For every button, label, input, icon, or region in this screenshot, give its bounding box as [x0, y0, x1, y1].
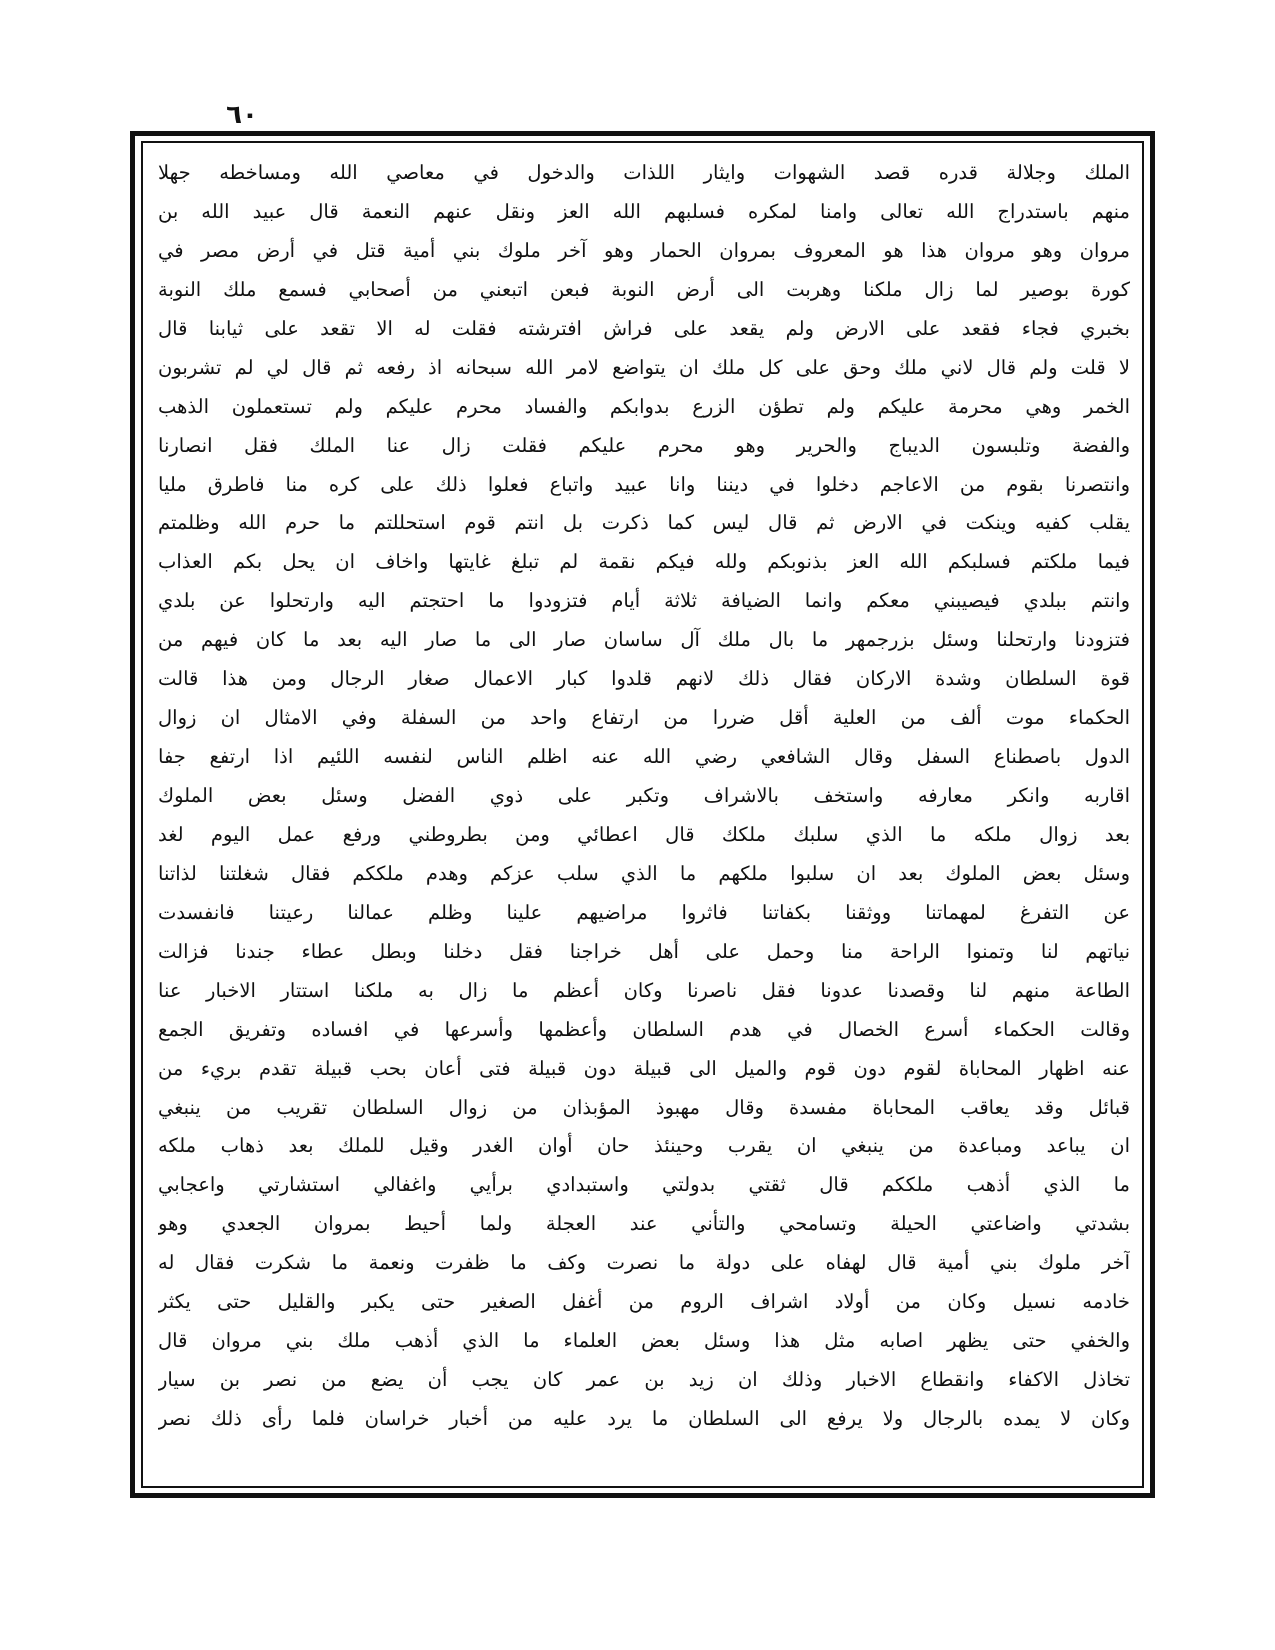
- text-line: الدول باصطناع السفل وقال الشافعي رضي الله عنه اظلم الناس لنفسه اللئيم اذا ارتفع جفا: [158, 745, 1130, 769]
- text-line: وكان لا يمده بالرجال ولا يرفع الى السلطان ما يرد عليه من أخبار خراسان فلما رأى ذلك نصر: [158, 1407, 1130, 1430]
- text-line: الحكماء موت ألف من العلية أقل ضررا من ارتفاع واحد من السفلة وفي الامثال ان زوال: [158, 706, 1130, 730]
- text-line: فيما ملكتم فسلبكم الله العز بذنوبكم ولله فيكم نقمة لم تبلغ غايتها واخاف ان يحل بكم العذاب: [158, 550, 1130, 574]
- text-line: وانتصرنا بقوم من الاعاجم دخلوا في ديننا وانا عبيد واتباع فعلوا ذلك على كره منا فاطرق مليا: [158, 472, 1130, 496]
- text-line: تخاذل الاكفاء وانقطاع الاخبار وذلك ان زيد بن عمر كان يجب أن يضع من نصر بن سيار: [158, 1368, 1130, 1392]
- text-line: عنه اظهار المحاباة لقوم دون قوم والميل الى قبيلة دون قبيلة فتى أعان بحب قبيلة تقدم بريء من: [158, 1056, 1130, 1080]
- text-line: وسئل بعض الملوك بعد ان سلبوا ملكهم ما الذي سلب عزكم وهدم ملككم فقال شغلتنا لذاتنا: [158, 861, 1130, 885]
- text-line: قوة السلطان وشدة الاركان فقال ذلك لانهم قلدوا كبار الاعمال صغار الرجال ومن هذا قالت: [158, 667, 1130, 691]
- text-line: مروان وهو مروان هذا هو المعروف بمروان الحمار وهو آخر ملوك بني أمية قتل في أرض مصر في: [158, 238, 1130, 262]
- page-number: ٦٠: [226, 100, 258, 130]
- text-line: الطاعة منهم لنا وقصدنا عدونا فقل ناصرنا وكان أعظم ما زال به ملكنا استتار الاخبار عنا: [158, 978, 1130, 1002]
- text-line: بشدتي واضاعتي الحيلة وتسامحي والتأني عند العجلة ولما أحيط بمروان الجعدي وهو: [158, 1212, 1130, 1236]
- text-line: [158, 1439, 1130, 1478]
- text-line: كورة بوصير لما زال ملكنا وهربت الى أرض النوبة فبعن اتبعني من أصحابي فسمع ملك النوبة: [158, 277, 1130, 301]
- text-line: اقاربه وانكر معارفه واستخف بالاشراف وتكبر على ذوي الفضل وسئل بعض الملوك: [158, 784, 1130, 807]
- text-line: يقلب كفيه وينكت في الارض ثم قال ليس كما ذكرت بل انتم قوم استحللتم ما حرم الله وظلمتم: [158, 511, 1130, 535]
- text-line: ما الذي أذهب ملككم قال ثقتي بدولتي واستبدادي برأيي واغفالي استشارتي واعجابي: [158, 1173, 1130, 1197]
- text-line: وقالت الحكماء أسرع الخصال في هدم السلطان وأعظمها وأسرعها في افساده وتفريق الجمع: [158, 1017, 1130, 1041]
- text-line: خادمه نسيل وكان من أولاد اشراف الروم من أغفل الصغير حتى يكبر والقليل حتى يكثر: [158, 1290, 1130, 1314]
- text-line: الملك وجلالة قدره قصد الشهوات وايثار اللذات والدخول في معاصي الله ومساخطه جهلا: [158, 161, 1130, 184]
- text-line: والخفي حتى يظهر اصابه مثل هذا وسئل بعض العلماء ما الذي أذهب ملك بني مروان قال: [158, 1329, 1130, 1353]
- text-line: آخر ملوك بني أمية قال لهفاه على دولة ما نصرت وكف ما ظفرت ونعمة ما شكرت فقال له: [158, 1251, 1130, 1275]
- text-line: فتزودنا وارتحلنا وسئل بزرجمهر ما بال ملك آل ساسان صار الى ما صار اليه بعد ما كان فيهم من: [158, 628, 1130, 652]
- text-line: قبائل وقد يعاقب المحاباة مفسدة وقال مهبوذ المؤبذان من زوال السلطان تقريب من ينبغي: [158, 1095, 1130, 1119]
- text-line: عن التفرغ لمهماتنا ووثقنا بكفاتنا فاثروا مراضيهم علينا وظلم عمالنا رعيتنا فانفسدت: [158, 900, 1130, 924]
- text-line: منهم باستدراج الله تعالى وامنا لمكره فسلبهم الله العز ونقل عنهم النعمة قال عبيد الله بن: [158, 199, 1130, 223]
- text-line: بخبري فجاء فقعد على الارض ولم يقعد على فراش افترشته فقلت له الا تقعد على ثيابنا قال: [158, 316, 1130, 340]
- main-text-block: [158, 154, 1130, 1479]
- text-line: وانتم ببلدي فيصيبني معكم وانما الضيافة ثلاثة أيام فتزودوا ما احتجتم اليه وارتحلوا عن بلدي: [158, 589, 1130, 613]
- text-line: نياتهم لنا وتمنوا الراحة منا وحمل على أهل خراجنا فقل دخلنا وبطل عطاء جندنا فزالت: [158, 939, 1130, 963]
- text-line: والفضة وتلبسون الديباج والحرير وهو محرم عليكم فقلت زال عنا الملك فقل انصارنا: [158, 433, 1130, 457]
- text-line: ان يباعد ومباعدة من ينبغي ان يقرب وحينئذ حان أوان الغدر وقيل للملك بعد ذهاب ملكه: [158, 1134, 1130, 1158]
- text-line: الخمر وهي محرمة عليكم ولم تطؤن الزرع بدوابكم والفساد محرم عليكم ولم تستعملون الذهب: [158, 394, 1130, 418]
- text-line: بعد زوال ملكه ما الذي سلبك ملكك قال اعطائي ومن بطروطني ورفع عمل اليوم لغد: [158, 822, 1130, 846]
- text-line: لا قلت ولم قال لاني ملك وحق على كل ملك ان يتواضع لامر الله سبحانه اذ رفعه ثم قال لي لم تشربون: [158, 355, 1130, 379]
